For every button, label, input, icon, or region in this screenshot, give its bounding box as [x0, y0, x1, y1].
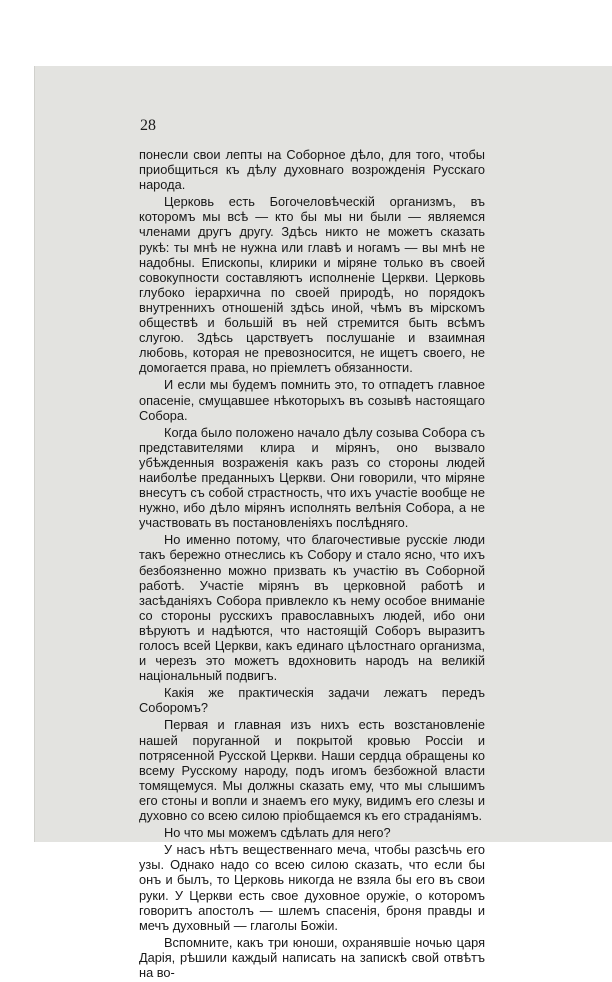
paragraph: Какія же практическія задачи лежатъ передъ Соборомъ?	[139, 685, 485, 716]
page-number: 28	[140, 117, 156, 134]
paragraph: И если мы будемъ помнить это, то отпадетъ главное опасеніе, смущавшее нѣкоторыхъ въ созывѣ настоящаго Собора.	[139, 377, 485, 423]
paragraph: Но именно потому, что благочестивые русскіе люди такъ бережно отнеслись къ Собору и стало ясно, что ихъ безбоязненно можно призвать къ участію въ Соборной работѣ. Участіе мірянъ въ церковной работѣ и засѣданіяхъ Собора привлекло къ нему особое вниманіе со стороны русскихъ православныхъ людей, ибо они вѣруютъ и надѣются, что настоящій Соборъ выразитъ голосъ всей Церкви, какъ единаго цѣлостнаго организма, и черезъ это можетъ вдохновить народъ на великій національный подвигъ.	[139, 532, 485, 684]
body-text	[139, 147, 485, 982]
paragraph: У насъ нѣтъ вещественнаго меча, чтобы разсѣчь его узы. Однако надо со всею силою сказать, что если бы онъ и былъ, то Церковь никогда не взяла бы его въ свои руки. У Церкви есть свое духовное оружіе, о которомъ говоритъ апостолъ — шлемъ спасенія, броня правды и мечъ духовный — глаголы Божіи.	[139, 842, 485, 933]
paragraph: понесли свои лепты на Соборное дѣло, для того, чтобы приобщиться къ дѣлу духовнаго возрожденія Русскаго народа.	[139, 147, 485, 193]
paragraph: Церковь есть Богочеловѣческій организмъ, въ которомъ мы всѣ — кто бы мы ни были — являемся членами другъ другу. Здѣсь никто не можетъ сказать рукѣ: ты мнѣ не нужна или главѣ и ногамъ — вы мнѣ не надобны. Епископы, клирики и міряне только въ своей совокупности составляютъ исполненіе Церкви. Церковь глубоко іерархична по своей природѣ, но порядокъ внутреннихъ отношеній здѣсь иной, чѣмъ въ мірскомъ обществѣ и большій въ ней стремится быть всѣмъ слугою. Здѣсь царствуетъ послушаніе и взаимная любовь, которая не превозносится, не ищетъ своего, не домогается права, но пріемлетъ обязанности.	[139, 194, 485, 376]
paragraph: Первая и главная изъ нихъ есть возстановленіе нашей поруганной и покрытой кровью Россіи и потрясенной Русской Церкви. Наши сердца обращены ко всему Русскому народу, подъ игомъ безбожной власти томящемуся. Мы должны сказать ему, что мы слышимъ его стоны и вопли и знаемъ его муку, видимъ его слезы и духовно со всею силою пріобщаемся къ его страданіямъ.	[139, 717, 485, 824]
paragraph: Но что мы можемъ сдѣлать для него?	[164, 825, 391, 841]
paragraph: Когда было положено начало дѣлу созыва Собора съ представителями клира и мірянъ, оно вызвало убѣжденныя возраженія какъ разъ со стороны людей наиболѣе преданныхъ Церкви. Они говорили, что міряне внесутъ съ собой страстность, что ихъ участіе вообще не нужно, ибо дѣло мірянъ исполнять велѣнія Собора, а не участвовать въ постановленіяхъ послѣдняго.	[139, 424, 485, 531]
paragraph: Вспомните, какъ три юноши, охранявшіе ночью царя Дарія, рѣшили каждый написать на запискѣ свой отвѣтъ на во-	[139, 934, 485, 980]
